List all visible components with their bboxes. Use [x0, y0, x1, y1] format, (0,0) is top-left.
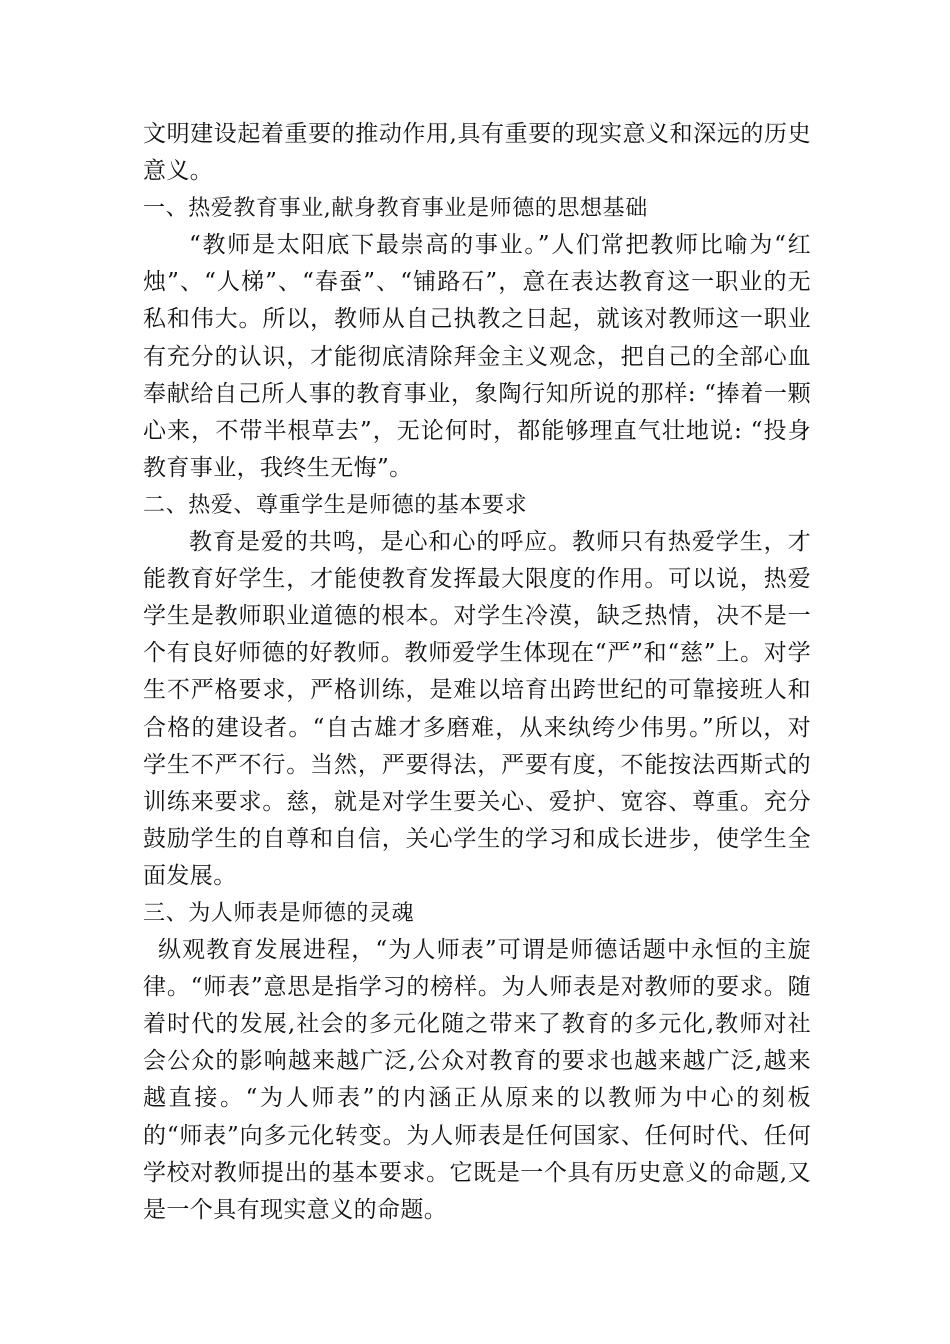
- paragraph-section-1: “教师是太阳底下最崇高的事业。”人们常把教师比喻为“红烛”、“人梯”、“春蚕”、“铺路石”，意在表达教育这一职业的无私和伟大。所以，教师从自己执教之日起，就该对教师这一职业有充分的认识，才能彻底清除拜金主义观念，把自己的全部心血奉献给自己所人事的教育事业，象陶行知所说的那样: “捧着一颗心来，不带半根草去”，无论何时，都能够理直气壮地说: “投身教育事业，我终生无悔”。: [143, 232, 811, 481]
- section-heading-3: 三、为人师表是师德的灵魂: [143, 900, 415, 926]
- paragraph-section-2: 教育是爱的共鸣，是心和心的呼应。教师只有热爱学生，才能教育好学生，才能使教育发挥最大限度的作用。可以说，热爱学生是教师职业道德的根本。对学生冷漠，缺乏热情，决不是一个有良好师德的好教师。教师爱学生体现在“严”和“慈”上。对学生不严格要求，严格训练，是难以培育出跨世纪的可靠接班人和合格的建设者。“自古雄才多磨难，从来纨绔少伟男。”所以，对学生不严不行。当然，严要得法，严要有度，不能按法西斯式的训练来要求。慈，就是对学生要关心、爱护、宽容、尊重。充分鼓励学生的自尊和自信，关心学生的学习和成长进步，使学生全面发展。: [143, 529, 811, 889]
- section-heading-2: 二、热爱、尊重学生是师德的基本要求: [143, 492, 528, 518]
- paragraph-continuation: 文明建设起着重要的推动作用,具有重要的现实意义和深远的历史意义。: [143, 121, 811, 185]
- paragraph-section-3: 纵观教育发展进程，“为人师表”可谓是师德话题中永恒的主旋律。“师表”意思是指学习的榜样。为人师表是对教师的要求。随着时代的发展,社会的多元化随之带来了教育的多元化,教师对社会公众的影响越来越广泛,公众对教育的要求也越来越广泛,越来越直接。“为人师表”的内涵正从原来的以教师为中心的刻板的“师表”向多元化转变。为人师表是任何国家、任何时代、任何学校对教师提出的基本要求。它既是一个具有历史意义的命题,又是一个具有现实意义的命题。: [143, 937, 811, 1223]
- section-heading-1: 一、热爱教育事业,献身教育事业是师德的思想基础: [143, 196, 648, 222]
- document-body: [143, 116, 811, 1229]
